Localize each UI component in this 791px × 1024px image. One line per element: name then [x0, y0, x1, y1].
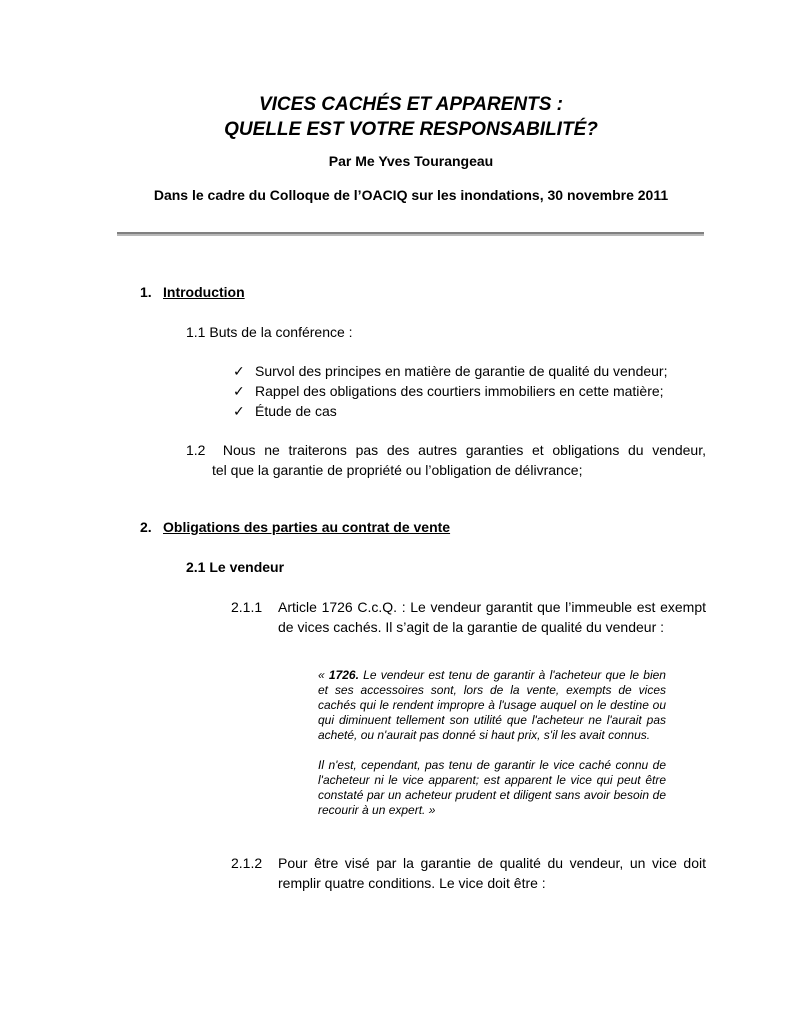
section-2-number: 2. [140, 519, 152, 535]
section-1-title: Introduction [163, 284, 245, 300]
paragraph-2-1-2-number: 2.1.2 [231, 855, 263, 871]
horizontal-divider [117, 232, 704, 236]
paragraph-2-1-2-text: Pour être visé par la garantie de qualité du vendeur, un vice doit remplir quatre conditions. Le vice doit être : [278, 855, 706, 891]
list-item-text: Rappel des obligations des courtiers immobiliers en cette matière; [255, 383, 664, 399]
subsection-1-2-line-2: tel que la garantie de propriété ou l’obligation de délivrance; [212, 462, 583, 478]
document-title [0, 92, 791, 142]
quote-paragraph-1 [318, 668, 666, 743]
section-1-heading [140, 284, 245, 300]
article-number: 1726. [328, 668, 359, 682]
check-icon: ✓ [233, 383, 245, 399]
list-item [233, 361, 667, 381]
title-line-2: QUELLE EST VOTRE RESPONSABILITÉ? [224, 119, 598, 140]
subsection-2-1-number: 2.1 [186, 559, 206, 575]
author-line: Par Me Yves Tourangeau [328, 153, 494, 169]
check-icon: ✓ [233, 363, 245, 379]
list-item [233, 381, 667, 401]
quote-paragraph-1-text: Le vendeur est tenu de garantir à l'acheteur que le bien et ses accessoires sont, lors de la vente, exempts de vices cachés qui le rendent impropre à l'usage auquel on le destine ou qui diminuent tellement son utilité que l'acheteur ne l'aurait pas acheté, ou n'aurait pas donné si haut prix, s'il les avait connus. [318, 668, 666, 742]
title-line-1: VICES CACHÉS ET APPARENTS : [258, 94, 564, 115]
subsection-1-1-text: Buts de la conférence : [209, 324, 353, 340]
subsection-1-2-line-1: Nous ne traiterons pas des autres garanties et obligations du vendeur, [222, 442, 707, 458]
section-2-heading [140, 519, 450, 535]
section-1-number: 1. [140, 284, 152, 300]
list-item-text: Étude de cas [255, 403, 337, 419]
subsection-1-1 [186, 322, 353, 342]
subsection-1-1-number: 1.1 [186, 324, 206, 340]
context-line: Dans le cadre du Colloque de l’OACIQ sur les inondations, 30 novembre 2011 [153, 187, 669, 203]
paragraph-2-1-1-text: Article 1726 C.c.Q. : Le vendeur garantit que l’immeuble est exempt de vices cachés. Il s’agit de la garantie de qualité du vendeur : [278, 599, 706, 635]
article-1726-quote [318, 668, 666, 818]
check-icon: ✓ [233, 403, 245, 419]
list-item-text: Survol des principes en matière de garantie de qualité du vendeur; [255, 363, 668, 379]
quote-open-mark: « [318, 668, 329, 682]
paragraph-2-1-1-number: 2.1.1 [231, 599, 263, 615]
subsection-1-2-number: 1.2 [186, 442, 206, 458]
subsection-2-1-heading [186, 559, 284, 575]
list-item [233, 401, 667, 421]
goals-list [233, 361, 667, 421]
section-2-title: Obligations des parties au contrat de vente [163, 519, 451, 535]
subsection-1-2 [186, 440, 706, 480]
quote-paragraph-2: Il n'est, cependant, pas tenu de garantir le vice caché connu de l'acheteur ni le vice apparent; est apparent le vice qui peut être constaté par un acheteur prudent et diligent sans avoir besoin de recourir à un expert. » [318, 758, 666, 817]
subsection-2-1-title: Le vendeur [209, 559, 285, 575]
